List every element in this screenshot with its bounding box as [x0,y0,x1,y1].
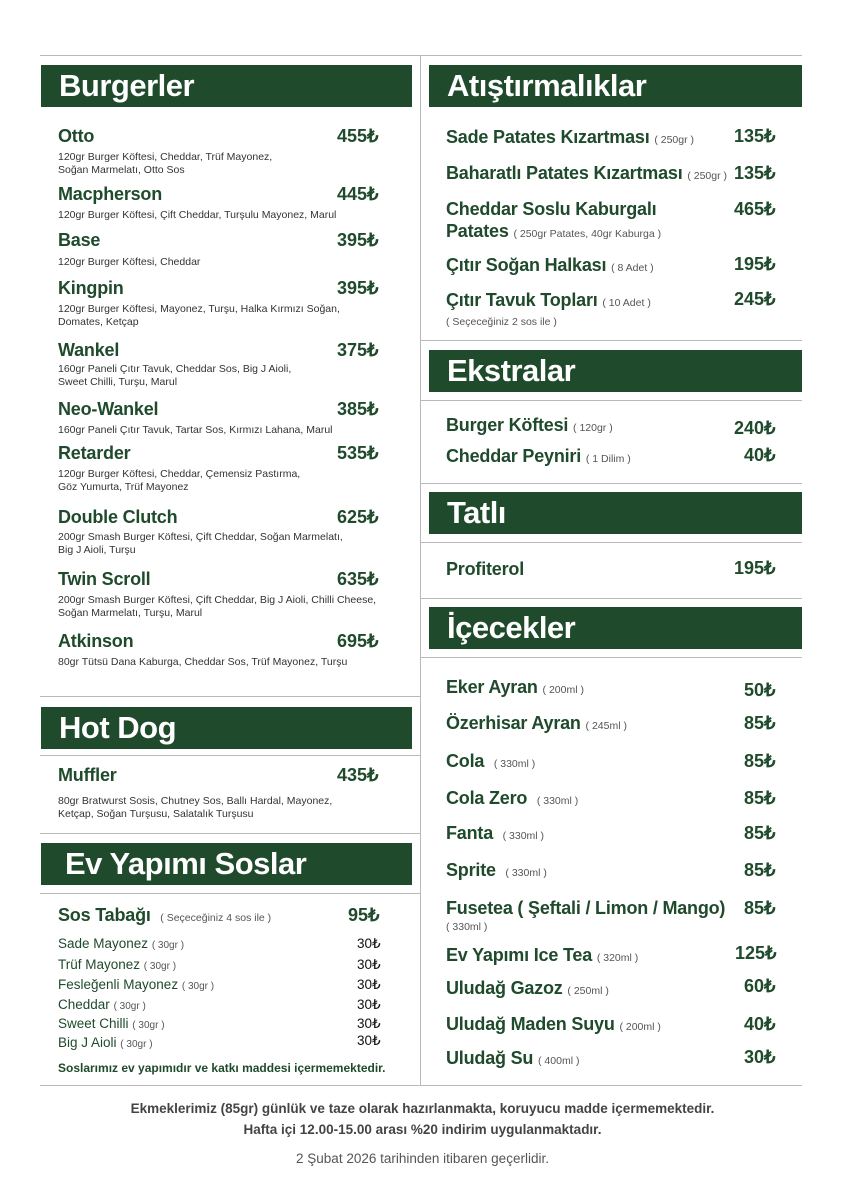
menu-item-name: Uludağ Su ( 400ml ) [446,1048,580,1068]
sauce-price: 30₺ [357,977,381,992]
menu-item-name: Twin Scroll [58,569,151,589]
snacks-heading: Atıştırmalıklar [429,65,802,107]
menu-item-price: 85₺ [744,751,776,771]
menu-item-desc: 120gr Burger Köftesi, Çift Cheddar, Turşulu Mayonez, Marul [58,209,337,221]
menu-item-desc: 200gr Smash Burger Köftesi, Çift Cheddar, Big J Aioli, Chilli Cheese, Soğan Marmelatı, Turşu, Marul [58,594,377,619]
menu-item-price: 195₺ [734,558,776,578]
bottom-rule [40,1085,802,1086]
menu-item-price: 245₺ [734,289,776,309]
sauce-plate-name: Sos Tabağı ( Seçeceğiniz 4 sos ile ) [58,905,272,925]
drinks-top-rule [420,657,802,658]
menu-item-name: Uludağ Maden Suyu ( 200ml ) [446,1014,661,1034]
footer-validity-note: 2 Şubat 2026 tarihinden itibaren geçerlidir. [296,1151,549,1166]
sauce-price: 30₺ [357,1033,381,1048]
dessert-heading: Tatlı [429,492,802,534]
menu-item-name: Atkinson [58,631,134,651]
menu-item-name: Çıtır Soğan Halkası ( 8 Adet ) [446,255,654,275]
menu-item-name-line2: Patates ( 250gr Patates, 40gr Kaburga ) [446,221,662,241]
sauce-footnote: Soslarımız ev yapımıdır ve katkı maddesi içermemektedir. [58,1061,386,1075]
menu-item-name: Cola Zero ( 330ml ) [446,788,579,808]
sauce-plate-note: ( Seçeceğiniz 4 sos ile ) [160,912,272,924]
menu-item-name: Neo-Wankel [58,399,159,419]
footer-discount-note: Hafta içi 12.00-15.00 arası %20 indirim uygulanmaktadır. [243,1122,602,1137]
sauce-price: 30₺ [357,1016,381,1031]
footer-bread-note: Ekmeklerimiz (85gr) günlük ve taze olarak hazırlanmakta, koruyucu madde içermemektedir. [130,1101,715,1116]
menu-item-price: 395₺ [337,278,379,298]
sauce-price: 30₺ [357,936,381,951]
menu-item-name: Burger Köftesi ( 120gr ) [446,415,613,435]
menu-item-price: 625₺ [337,507,379,527]
menu-item-name: Ev Yapımı Ice Tea ( 320ml ) [446,945,639,965]
menu-item-price: 455₺ [337,126,379,146]
sauce-plate-price: 95₺ [348,905,380,925]
menu-item-price: 385₺ [337,399,379,419]
menu-item-price: 435₺ [337,765,379,785]
menu-item-name: Baharatlı Patates Kızartması ( 250gr ) [446,163,728,183]
dessert-top-rule [420,542,802,543]
dessert-bottom-rule [420,598,802,599]
menu-item-price: 125₺ [735,943,777,963]
menu-item-name: Wankel [58,340,120,360]
sauce-name: Cheddar ( 30gr ) [58,997,146,1012]
menu-item-price: 135₺ [734,163,776,183]
sauce-price: 30₺ [357,997,381,1012]
menu-item-sub: ( 330ml ) [446,921,488,933]
menu-item-price: 40₺ [744,1014,776,1034]
menu-item-desc: 120gr Burger Köftesi, Cheddar [58,256,201,268]
menu-item-desc: 160gr Paneli Çıtır Tavuk, Cheddar Sos, Big J Aioli, Sweet Chilli, Turşu, Marul [58,363,292,388]
menu-item-desc: 120gr Burger Köftesi, Cheddar, Trüf Mayonez, Soğan Marmelatı, Otto Sos [58,151,273,176]
menu-item-name: Eker Ayran ( 200ml ) [446,677,584,697]
menu-item-desc: 120gr Burger Köftesi, Cheddar, Çemensiz Pastırma, Göz Yumurta, Trüf Mayonez [58,468,301,493]
sauce-price: 30₺ [357,957,381,972]
extras-bottom-rule [420,483,802,484]
extras-heading: Ekstralar [429,350,802,392]
menu-item-name: Base [58,230,101,250]
sauces-top-rule [40,893,420,894]
hotdog-heading: Hot Dog [41,707,412,749]
menu-item-price: 85₺ [744,713,776,733]
menu-item-name: Fusetea ( Şeftali / Limon / Mango) [446,898,726,918]
menu-item-price: 60₺ [744,976,776,996]
menu-item-desc: 160gr Paneli Çıtır Tavuk, Tartar Sos, Kırmızı Lahana, Marul [58,424,333,436]
burgers-heading: Burgerler [41,65,412,107]
menu-item-name: Sade Patates Kızartması ( 250gr ) [446,127,694,147]
sauce-name: Sade Mayonez ( 30gr ) [58,936,185,951]
menu-item-price: 85₺ [744,860,776,880]
menu-item-name: Cola ( 330ml ) [446,751,536,771]
menu-item-name: Muffler [58,765,117,785]
menu-item-desc: 120gr Burger Köftesi, Mayonez, Turşu, Halka Kırmızı Soğan, Domates, Ketçap [58,303,340,328]
menu-item-price: 50₺ [744,680,776,700]
menu-item-price: 465₺ [734,199,776,219]
menu-item-name: Uludağ Gazoz ( 250ml ) [446,978,609,998]
menu-item-price: 445₺ [337,184,379,204]
menu-item-price: 30₺ [744,1047,776,1067]
menu-item-price: 695₺ [337,631,379,651]
menu-item-name: Cheddar Peyniri ( 1 Dilim ) [446,446,631,466]
menu-item-name: Çıtır Tavuk Topları ( 10 Adet ) [446,290,651,310]
menu-item-desc: 80gr Bratwurst Sosis, Chutney Sos, Ballı Hardal, Mayonez, Ketçap, Soğan Turşusu, Salatalık Turşusu [58,795,333,820]
menu-item-price: 85₺ [744,823,776,843]
top-rule [40,55,802,56]
menu-item-price: 40₺ [744,445,776,465]
menu-item-desc: 80gr Tütsü Dana Kaburga, Cheddar Sos, Trüf Mayonez, Turşu [58,656,348,668]
menu-item-name: Fanta ( 330ml ) [446,823,545,843]
menu-item-price: 85₺ [744,898,776,918]
menu-item-name: Sprite ( 330ml ) [446,860,547,880]
menu-item-name: Profiterol [446,559,525,579]
menu-item-name: Double Clutch [58,507,178,527]
menu-item-price: 395₺ [337,230,379,250]
sauce-name: Trüf Mayonez ( 30gr ) [58,957,177,972]
menu-item-price: 240₺ [734,418,776,438]
sauces-heading: Ev Yapımı Soslar [41,843,412,885]
menu-item-name: Kingpin [58,278,124,298]
menu-item-sub: ( Seçeceğiniz 2 sos ile ) [446,316,557,328]
menu-item-desc: 200gr Smash Burger Köftesi, Çift Cheddar, Soğan Marmelatı, Big J Aioli, Turşu [58,531,343,556]
snacks-bottom-rule [420,340,802,341]
menu-item-name: Otto [58,126,95,146]
hotdog-bottom-rule [40,833,420,834]
hotdog-top-rule [40,755,420,756]
drinks-heading: İçecekler [429,607,802,649]
burgers-bottom-rule [40,696,420,697]
menu-item-name: Macpherson [58,184,163,204]
menu-item-name: Cheddar Soslu Kaburgalı [446,199,657,219]
menu-item-price: 85₺ [744,788,776,808]
menu-item-price: 635₺ [337,569,379,589]
sauce-name: Fesleğenli Mayonez ( 30gr ) [58,977,215,992]
extras-top-rule [420,400,802,401]
sauce-name: Sweet Chilli ( 30gr ) [58,1016,165,1031]
menu-item-name: Retarder [58,443,131,463]
menu-item-price: 375₺ [337,340,379,360]
center-divider [420,55,421,1085]
menu-item-price: 535₺ [337,443,379,463]
menu-item-price: 135₺ [734,126,776,146]
menu-item-name: Özerhisar Ayran ( 245ml ) [446,713,627,733]
menu-item-price: 195₺ [734,254,776,274]
sauce-name: Big J Aioli ( 30gr ) [58,1035,153,1050]
